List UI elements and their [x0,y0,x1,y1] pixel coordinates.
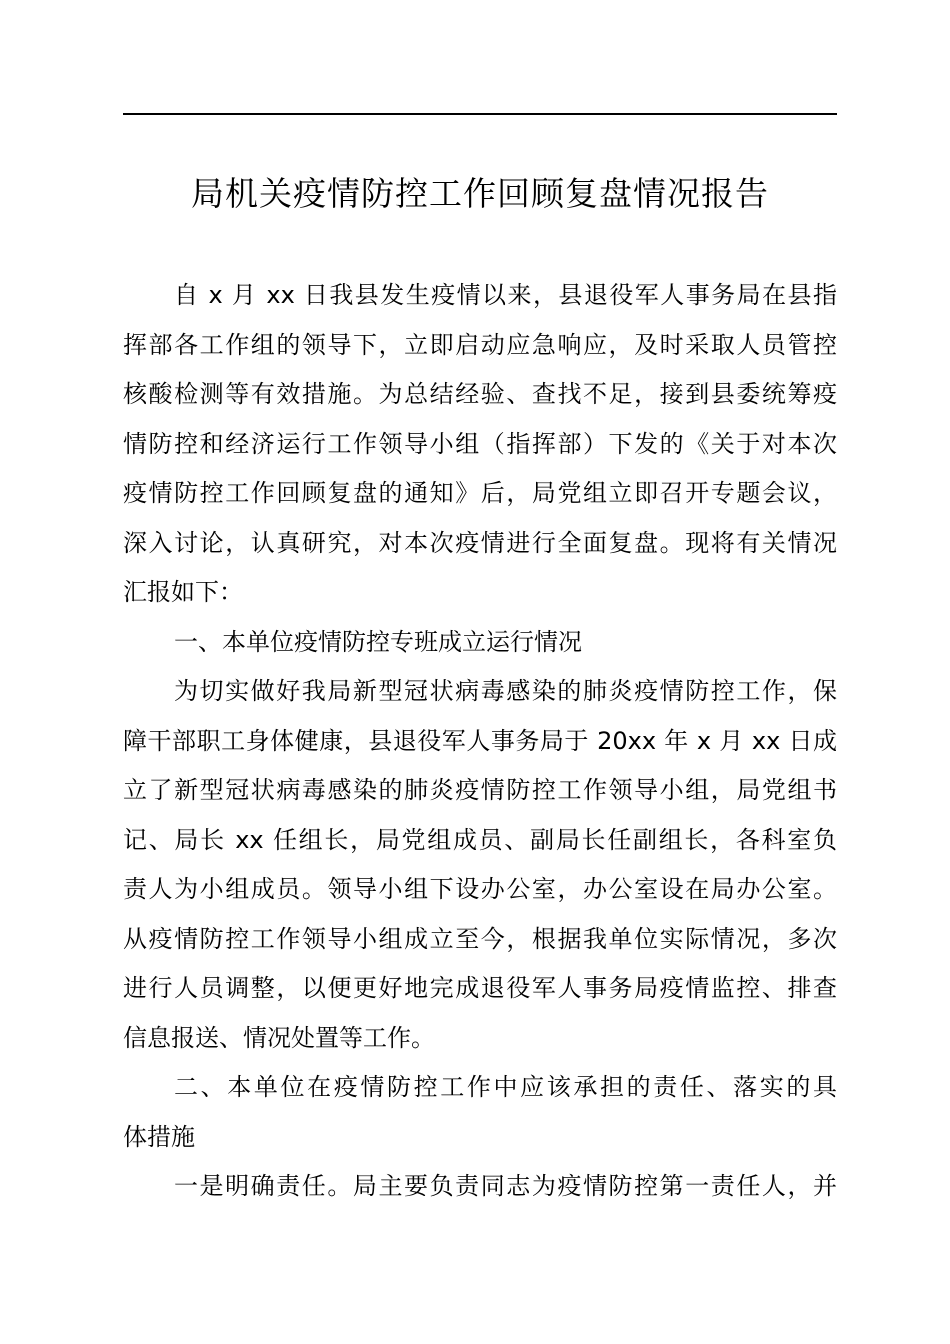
section-1-paragraph-line: 从疫情防控工作领导小组成立至今，根据我单位实际情况，多次 [123,924,837,953]
section-1-paragraph-line: 记、局长 xx 任组长，局党组成员、副局长任副组长，各科室负 [123,825,837,854]
intro-paragraph-line: 疫情防控工作回顾复盘的通知》后，局党组立即召开专题会议， [123,479,837,507]
document-body [123,271,837,1212]
intro-paragraph-line: 挥部各工作组的领导下，立即启动应急响应，及时采取人员管控 [123,330,837,359]
section-1-paragraph-line: 障干部职工身体健康，县退役军人事务局于 20xx 年 x 月 xx 日成 [123,726,837,755]
section-heading-1: 一、本单位疫情防控专班成立运行情况 [174,627,582,656]
section-heading-2-continued: 体措施 [123,1122,195,1151]
section-1-paragraph-line: 为切实做好我局新型冠状病毒感染的肺炎疫情防控工作，保 [174,677,837,705]
intro-paragraph-line: 核酸检测等有效措施。为总结经验、查找不足，接到县委统筹疫 [123,380,837,408]
intro-paragraph-line: 自 x 月 xx 日我县发生疫情以来，县退役军人事务局在县指 [174,281,837,309]
document-title: 局机关疫情防控工作回顾复盘情况报告 [191,174,769,213]
intro-paragraph-line: 汇报如下： [123,578,243,606]
header-rule [123,113,837,115]
intro-paragraph-line: 深入讨论，认真研究，对本次疫情进行全面复盘。现将有关情况 [123,528,837,557]
intro-paragraph-line: 情防控和经济运行工作领导小组（指挥部）下发的《关于对本次 [123,429,837,458]
section-1-paragraph-line: 立了新型冠状病毒感染的肺炎疫情防控工作领导小组，局党组书 [123,776,837,804]
section-2-paragraph-line: 一是明确责任。局主要负责同志为疫情防控第一责任人，并 [174,1172,837,1200]
section-heading-2: 二、本单位在疫情防控工作中应该承担的责任、落实的具 [174,1073,837,1101]
section-1-paragraph-line: 信息报送、情况处置等工作。 [123,1023,435,1052]
section-1-paragraph-line: 责人为小组成员。领导小组下设办公室，办公室设在局办公室。 [123,875,837,903]
section-1-paragraph-line: 进行人员调整，以便更好地完成退役军人事务局疫情监控、排查 [123,974,837,1002]
